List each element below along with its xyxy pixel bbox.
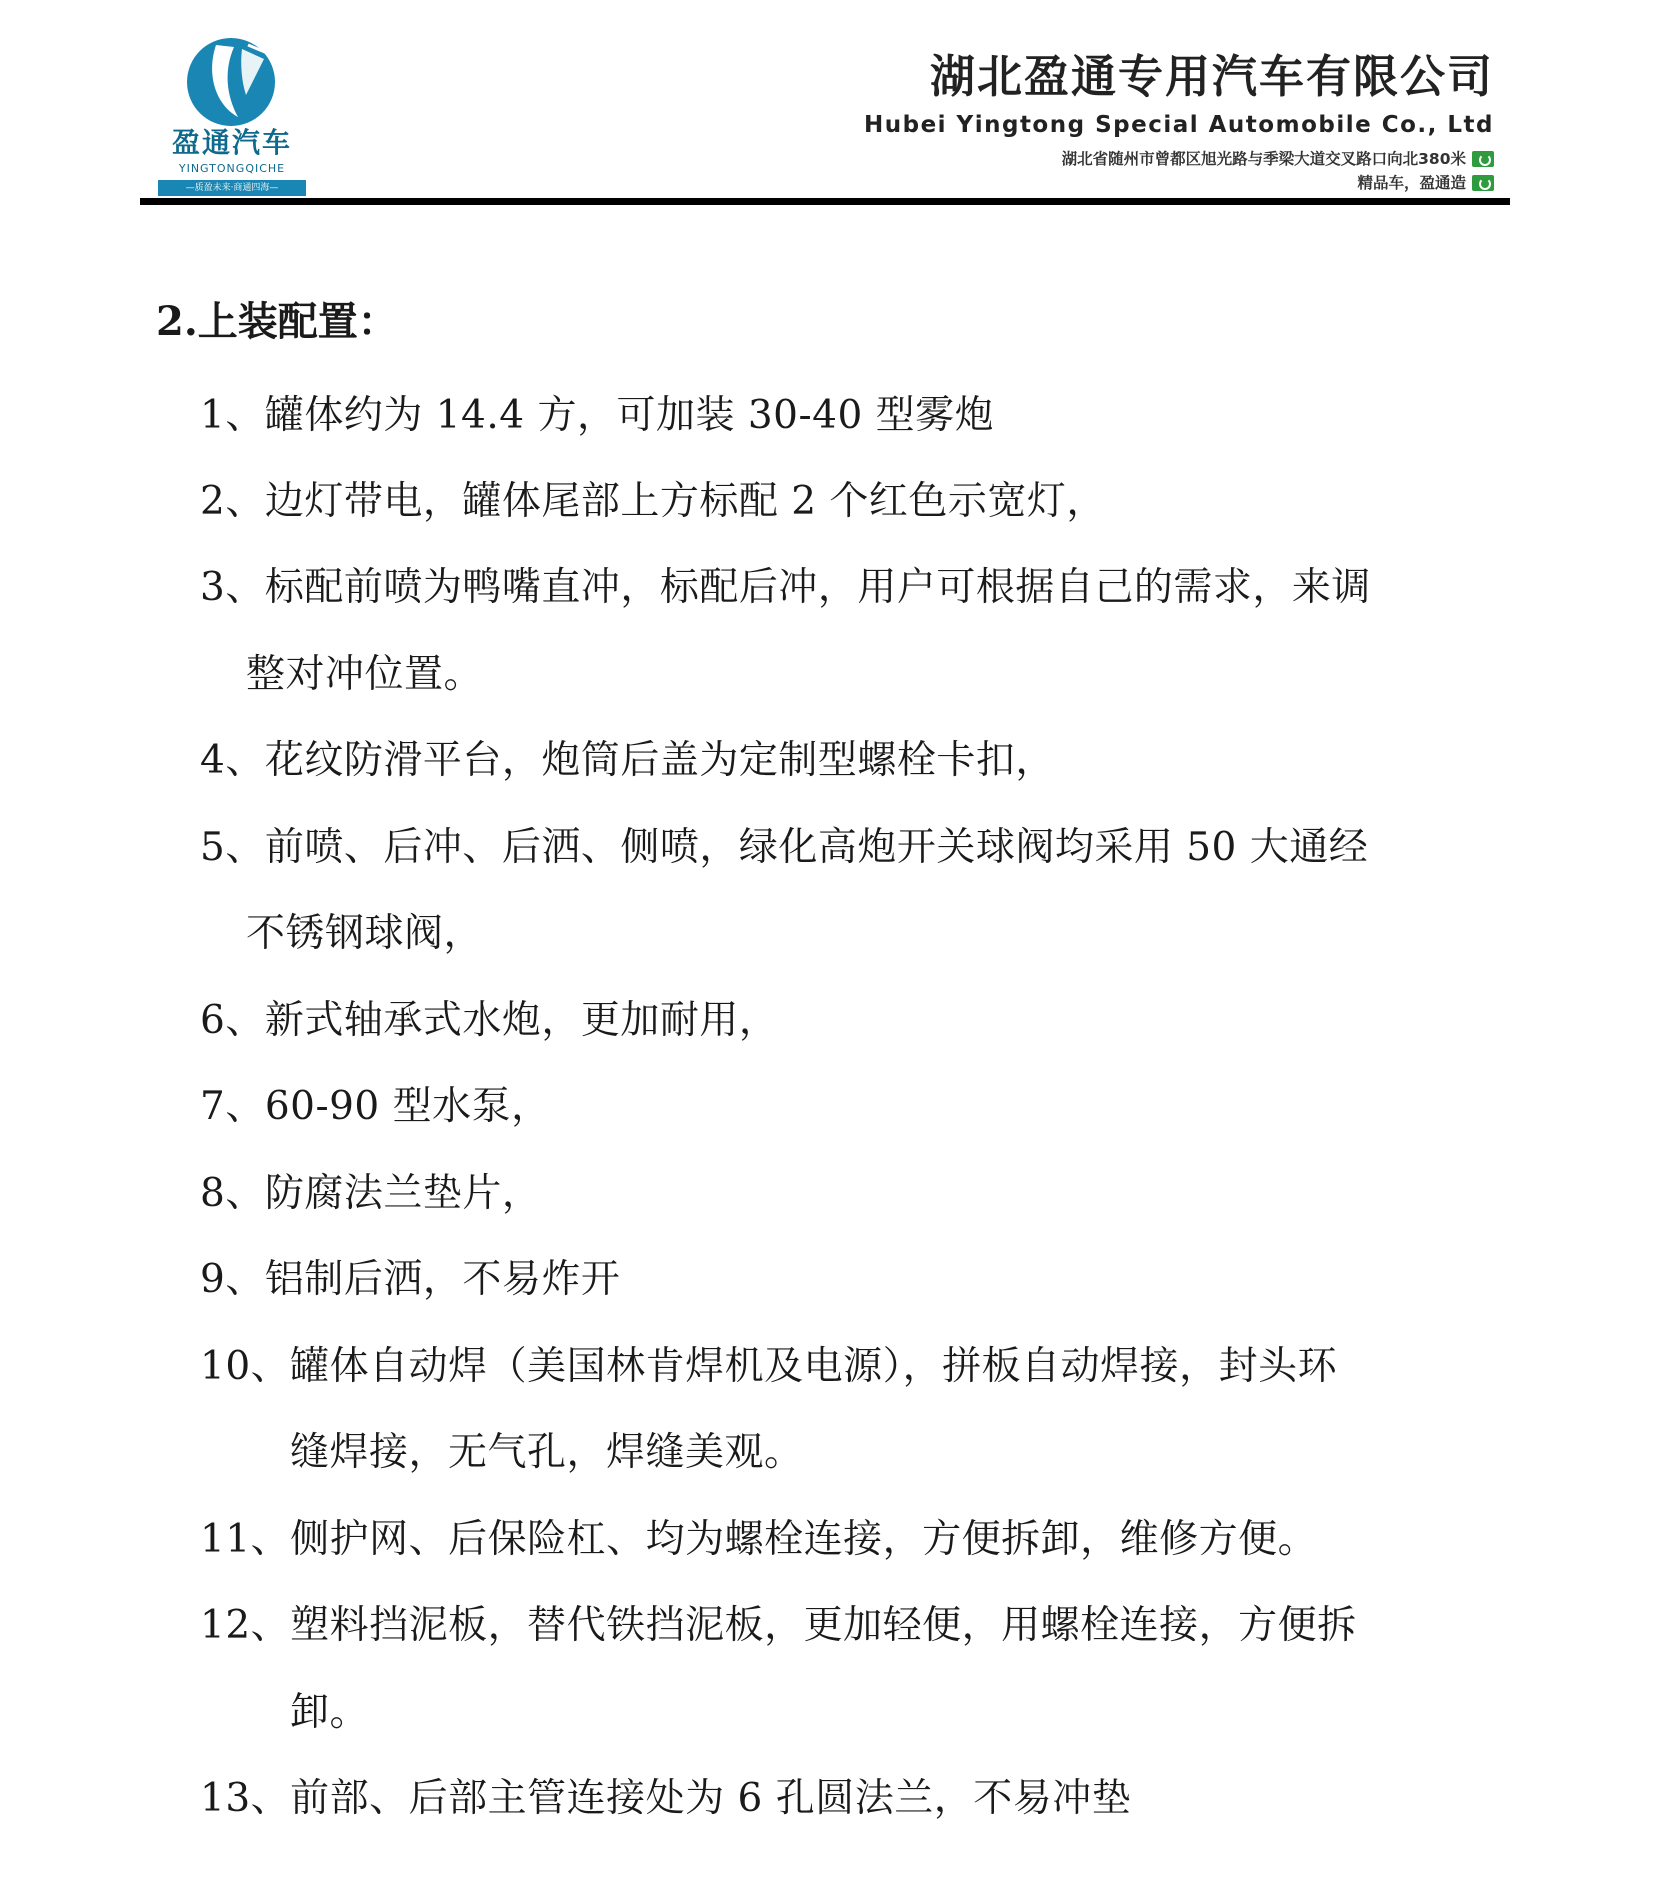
list-item: 6、新式轴承式水炮，更加耐用，	[200, 998, 779, 1043]
list-item: 11、侧护网、后保险杠、均为螺栓连接，方便拆卸，维修方便。	[200, 1517, 1318, 1562]
list-item: 2、边灯带电，罐体尾部上方标配 2 个红色示宽灯，	[200, 479, 1106, 524]
address-row	[1062, 148, 1494, 170]
list-item: 12、塑料挡泥板，替代铁挡泥板，更加轻便，用螺栓连接，方便拆	[200, 1603, 1357, 1648]
header-divider	[140, 198, 1510, 205]
list-item-continuation: 不锈钢球阀，	[246, 911, 484, 956]
company-name-english: Hubei Yingtong Special Automobile Co., Ltd	[863, 112, 1494, 138]
list-item: 3、标配前喷为鸭嘴直冲，标配后冲，用户可根据自己的需求，来调	[200, 565, 1371, 610]
motto-row	[1357, 172, 1494, 194]
list-item: 4、花纹防滑平台，炮筒后盖为定制型螺栓卡扣，	[200, 738, 1055, 783]
logo-english-name: YINGTONGQICHE	[178, 162, 286, 175]
company-motto: 精品车，盈通造	[1357, 174, 1466, 192]
list-item: 8、防腐法兰垫片，	[200, 1171, 542, 1216]
company-name-chinese: 湖北盈通专用汽车有限公司	[929, 50, 1494, 103]
logo-mark-icon	[176, 35, 286, 130]
list-item: 10、罐体自动焊（美国林肯焊机及电源），拼板自动焊接，封头环	[200, 1344, 1338, 1389]
list-item: 7、60-90 型水泵，	[200, 1084, 551, 1129]
logo-chinese-name: 盈通汽车	[171, 126, 292, 159]
brand-badge-icon	[1472, 175, 1494, 191]
list-item: 5、前喷、后冲、后洒、侧喷，绿化高炮开关球阀均采用 50 大通经	[200, 825, 1369, 870]
list-item: 13、前部、后部主管连接处为 6 孔圆法兰，不易冲垫	[200, 1776, 1132, 1821]
list-item: 1、罐体约为 14.4 方，可加装 30-40 型雾炮	[200, 393, 995, 438]
letterhead	[140, 30, 1510, 200]
list-item-continuation: 缝焊接，无气孔，焊缝美观。	[290, 1430, 804, 1475]
company-address: 湖北省随州市曾都区旭光路与季梁大道交叉路口向北380米	[1061, 150, 1466, 168]
section-heading: 2.上装配置：	[156, 298, 398, 345]
logo-slogan: —质盈未来·商通四海—	[158, 180, 306, 196]
list-item-continuation: 卸。	[290, 1690, 370, 1735]
list-item: 9、铝制后洒，不易炸开	[200, 1257, 621, 1302]
location-badge-icon	[1472, 151, 1494, 167]
company-logo	[156, 35, 308, 197]
list-item-continuation: 整对冲位置。	[246, 652, 484, 697]
